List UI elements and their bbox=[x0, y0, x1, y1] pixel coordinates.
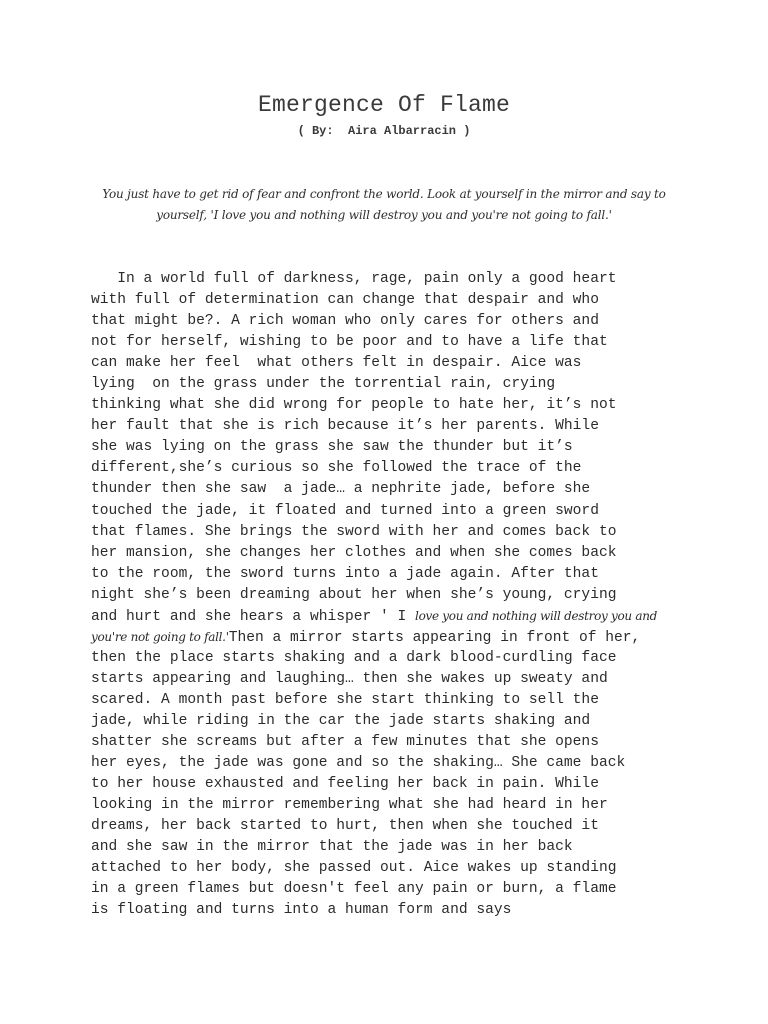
body-line-plain: Then a mirror starts appearing in front of her, bbox=[228, 629, 641, 646]
body-line: is floating and turns into a human form and says bbox=[91, 902, 512, 919]
body-line: that might be?. A rich woman who only cares for others and bbox=[91, 313, 599, 330]
body-line: thunder then she saw a jade… a nephrite jade, before she bbox=[91, 481, 591, 498]
body-line: to her house exhausted and feeling her back in pain. While bbox=[91, 776, 599, 793]
body-line: she was lying on the grass she saw the thunder but it’s bbox=[91, 439, 573, 456]
body-line: can make her feel what others felt in despair. Aice was bbox=[91, 355, 582, 372]
body-line: In a world full of darkness, rage, pain only a good heart bbox=[91, 271, 617, 287]
body-line: dreams, her back started to hurt, then when she touched it bbox=[91, 818, 599, 835]
body-line: touched the jade, it floated and turned into a green sword bbox=[91, 502, 599, 519]
body-line: in a green flames but doesn't feel any pain or burn, a flame bbox=[91, 881, 617, 898]
body-line-plain: and hurt and she hears a whisper ' I bbox=[91, 608, 416, 625]
body-line: attached to her body, she passed out. Aice wakes up standing bbox=[91, 860, 617, 877]
body-line: her fault that she is rich because it’s her parents. While bbox=[91, 418, 599, 435]
story-body bbox=[91, 269, 721, 921]
body-line: her eyes, the jade was gone and so the shaking… She came back bbox=[91, 755, 626, 772]
body-line: scared. A month past before she start thinking to sell the bbox=[91, 691, 599, 708]
body-line-mixed bbox=[91, 606, 721, 627]
body-line: her mansion, she changes her clothes and when she comes back bbox=[91, 544, 617, 561]
body-line: shatter she screams but after a few minutes that she opens bbox=[91, 734, 599, 751]
epigraph-quote: You just have to get rid of fear and confront the world. Look at yourself in the mirror and say to yourself, 'I love you and nothing will destroy you and you're not going to fall.' bbox=[102, 187, 666, 222]
body-line-mixed bbox=[91, 627, 721, 648]
body-line: then the place starts shaking and a dark blood-curdling face bbox=[91, 649, 617, 666]
quote-inline-handwritten: love you and nothing will destroy you and bbox=[415, 608, 658, 623]
body-line: and she saw in the mirror that the jade was in her back bbox=[91, 839, 573, 856]
body-line: night she’s been dreaming about her when she’s young, crying bbox=[91, 586, 617, 603]
body-line: looking in the mirror remembering what she had heard in her bbox=[91, 797, 608, 814]
body-line: thinking what she did wrong for people to hate her, it’s not bbox=[91, 397, 617, 414]
body-line: starts appearing and laughing… then she wakes up sweaty and bbox=[91, 670, 608, 687]
body-line: to the room, the sword turns into a jade again. After that bbox=[91, 565, 599, 582]
body-line: different,she’s curious so she followed the trace of the bbox=[91, 460, 582, 477]
body-line: not for herself, wishing to be poor and to have a life that bbox=[91, 334, 608, 351]
body-line: jade, while riding in the car the jade starts shaking and bbox=[91, 712, 591, 729]
body-line: that flames. She brings the sword with her and comes back to bbox=[91, 523, 617, 540]
quote-inline-handwritten: you're not going to fall.' bbox=[91, 629, 229, 644]
body-line: lying on the grass under the torrential rain, crying bbox=[91, 376, 556, 393]
page-title: Emergence Of Flame bbox=[257, 92, 511, 118]
body-line: with full of determination can change that despair and who bbox=[91, 292, 599, 309]
author-byline: ( By: Aira Albarracin ) bbox=[297, 124, 471, 138]
